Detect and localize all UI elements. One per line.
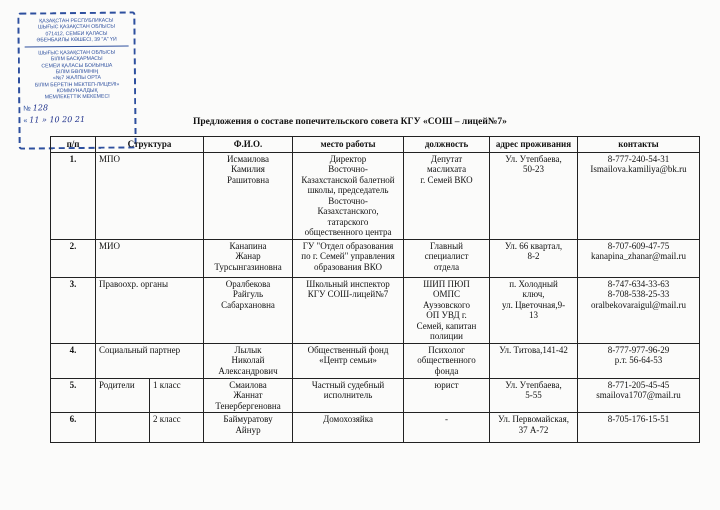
cell-contacts: 8-747-634-33-63 8-708-538-25-33 oralbekovaraigul@mail.ru — [578, 277, 700, 343]
table-row — [51, 378, 700, 413]
cell-structure: Родители — [96, 378, 150, 413]
header-work: место работы — [293, 137, 404, 153]
header-position: должность — [404, 137, 490, 153]
cell-num: 6. — [51, 413, 96, 443]
stamp-line: БІЛІМ БЕРЕТІН МЕКТЕП-ЛИЦЕЙІ» — [34, 81, 120, 89]
cell-work: ГУ "Отдел образования по г. Семей" управления образования ВКО — [293, 239, 404, 277]
cell-num: 4. — [51, 343, 96, 378]
stamp-line: МЕМЛЕКЕТТІК МЕКЕМЕСІ — [44, 93, 110, 101]
cell-position: Депутат маслихата г. Семей ВКО — [404, 152, 490, 239]
stamp-line: ШЫҒЫС ҚАЗАҚСТАН ОБЛЫСЫ — [38, 49, 116, 57]
table-row — [51, 343, 700, 378]
cell-fio: Лылык Николай Александрович — [204, 343, 293, 378]
stamp-line: ШЫҒЫС ҚАЗАҚСТАН ОБЛЫСЫ — [37, 23, 115, 31]
cell-address: Ул. Титова,141-42 — [490, 343, 578, 378]
table-row — [51, 413, 700, 443]
cell-subgroup: 1 класс — [150, 378, 204, 413]
cell-address: п. Холодный ключ, ул. Цветочная,9- 13 — [490, 277, 578, 343]
cell-work: Домохозяйка — [293, 413, 404, 443]
header-num: п/п — [51, 137, 96, 153]
council-table — [50, 136, 700, 443]
stamp-line: ӘБЕНБАЙЛЫ КӨШЕСІ, 39 "А" ҮЙ — [36, 36, 117, 44]
cell-position: ШИП ПЮП ОМПС Ауэзовского ОП УВД г. Семей, капитан полиции — [404, 277, 490, 343]
cell-contacts: 8-777-240-54-31 Ismailova.kamiliya@bk.ru — [578, 152, 700, 239]
header-fio: Ф.И.О. — [204, 137, 293, 153]
stamp-header — [22, 17, 130, 43]
cell-subgroup: 2 класс — [150, 413, 204, 443]
document-title: Предложения о составе попечительского совета КГУ «СОШ – лицей№7» — [193, 117, 507, 127]
cell-fio: Смаилова Жаннат Тенербергеновна — [204, 378, 293, 413]
cell-structure: Правоохр. органы — [96, 277, 204, 343]
table-header-row — [51, 137, 700, 153]
cell-work: Директор Восточно- Казахстанской балетной школы, председатель Восточно- Казахстанского, татарского общественного центра — [293, 152, 404, 239]
cell-contacts: 8-777-977-96-29 р.т. 56-64-53 — [578, 343, 700, 378]
cell-position: Психолог общественного фонда — [404, 343, 490, 378]
cell-contacts: 8-705-176-15-51 — [578, 413, 700, 443]
header-contacts: контакты — [578, 137, 700, 153]
table-row — [51, 239, 700, 277]
header-structure: Структура — [96, 137, 204, 153]
cell-work: Общественный фонд «Центр семьи» — [293, 343, 404, 378]
table-row — [51, 152, 700, 239]
stamp-line: 071412, СЕМЕЙ ҚАЛАСЫ — [45, 30, 108, 37]
stamp-line: КОММУНАЛДЫҚ — [56, 87, 98, 95]
cell-position: Главный специалист отдела — [404, 239, 490, 277]
cell-work: Частный судебный исполнитель — [293, 378, 404, 413]
stamp-body — [23, 50, 132, 102]
cell-work: Школьный инспектор КГУ СОШ-лицей№7 — [293, 277, 404, 343]
cell-address: Ул. Первомайская, 37 А-72 — [490, 413, 578, 443]
cell-num: 3. — [51, 277, 96, 343]
cell-num: 2. — [51, 239, 96, 277]
stamp-date-label: « — [23, 117, 28, 125]
cell-num: 5. — [51, 378, 96, 413]
cell-contacts: 8-707-609-47-75 kanapina_zhanar@mail.ru — [578, 239, 700, 277]
cell-address: Ул. Утепбаева, 5-55 — [490, 378, 578, 413]
cell-fio: Баймуратову Айнур — [204, 413, 293, 443]
cell-fio: Канапина Жанар Турсынгазиновна — [204, 239, 293, 277]
cell-contacts: 8-771-205-45-45 smailova1707@mail.ru — [578, 378, 700, 413]
stamp-date-row — [23, 114, 131, 125]
cell-address: Ул. 66 квартал, 8-2 — [490, 239, 578, 277]
header-address: адрес проживания — [490, 137, 578, 153]
stamp-number-value: 128 — [32, 102, 49, 113]
stamp-date-value: 11 » 10 20 21 — [29, 114, 86, 125]
stamp-number-row — [23, 102, 131, 113]
stamp-divider — [25, 46, 129, 48]
cell-structure — [96, 413, 150, 443]
table-row — [51, 277, 700, 343]
cell-position: - — [404, 413, 490, 443]
stamp-line: БІЛІМ БӨЛІМІНІҢ — [55, 68, 99, 76]
cell-structure: МИО — [96, 239, 204, 277]
cell-fio: Исмаилова Камилия Рашитовна — [204, 152, 293, 239]
cell-structure: Социальный партнер — [96, 343, 204, 378]
cell-num: 1. — [51, 152, 96, 239]
stamp-line: «№7 ЖАЛПЫ ОРТА — [52, 75, 102, 82]
stamp-line: ҚАЗАҚСТАН РЕСПУБЛИКАСЫ — [39, 17, 114, 25]
stamp-number-label: № — [23, 105, 31, 113]
registration-stamp — [17, 11, 136, 149]
cell-structure: МПО — [96, 152, 204, 239]
stamp-line: БІЛІМ БАСҚАРМАСЫ — [50, 56, 103, 63]
cell-address: Ул. Утепбаева, 50-23 — [490, 152, 578, 239]
cell-position: юрист — [404, 378, 490, 413]
cell-fio: Оралбекова Райгуль Сабархановна — [204, 277, 293, 343]
stamp-line: СЕМЕЙ ҚАЛАСЫ БОЙЫНША — [41, 62, 113, 70]
